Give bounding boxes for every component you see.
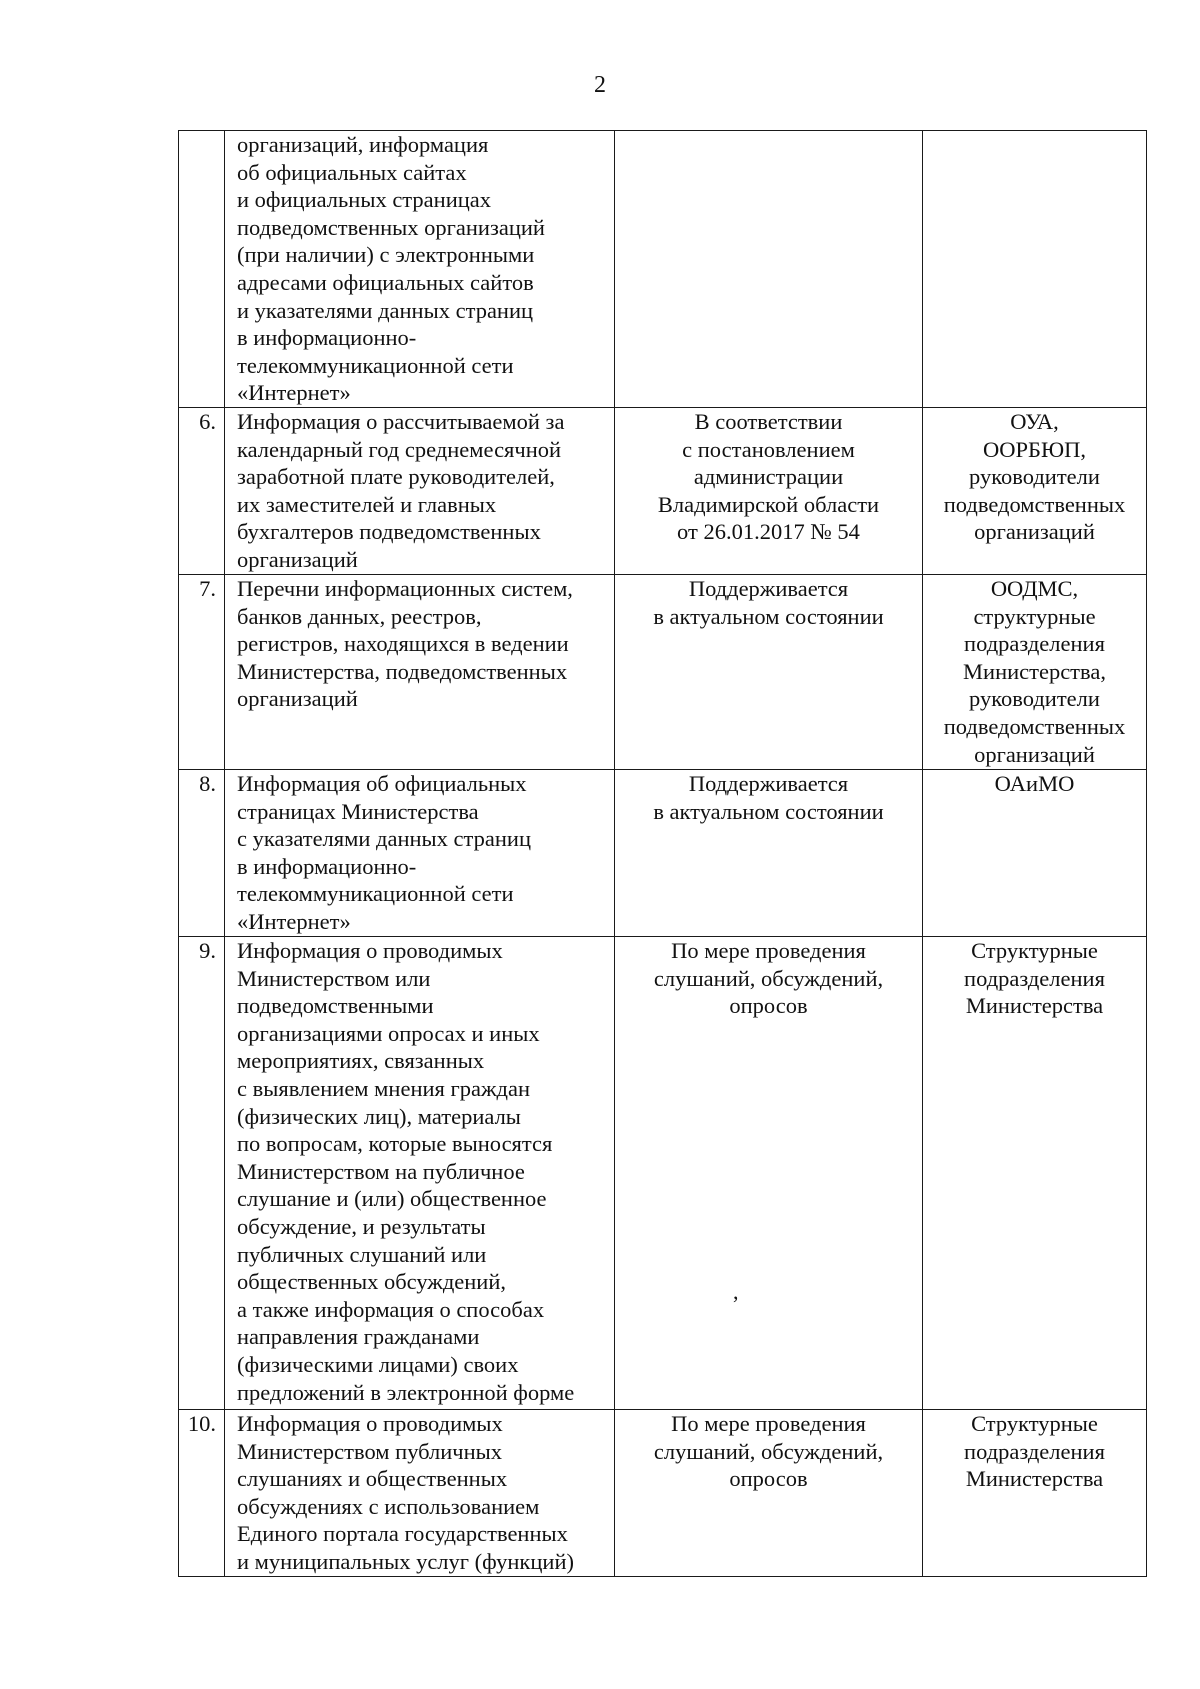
term-cell-line: По мере проведения <box>671 1411 866 1436</box>
info-cell-line: и официальных страницах <box>237 187 492 213</box>
info-cell-line: по вопросам, которые выносятся <box>237 1131 553 1157</box>
responsible-cell-line: ООРБЮП, <box>983 436 1086 462</box>
row-number: 7. <box>179 575 225 770</box>
info-cell <box>225 1410 615 1577</box>
info-cell-line: слушаниях и общественных <box>237 1466 508 1492</box>
term-cell <box>615 408 923 575</box>
info-cell <box>225 770 615 937</box>
responsible-cell <box>923 1410 1147 1577</box>
info-cell <box>225 937 615 1410</box>
info-cell-line: а также информация о способах <box>237 1296 545 1322</box>
responsible-cell-line: Министерства <box>965 993 1104 1019</box>
info-cell-line: страницах Министерства <box>237 798 479 824</box>
term-cell-line: в актуальном состоянии <box>653 603 884 629</box>
info-cell-line: «Интернет» <box>237 380 351 406</box>
row-number: 8. <box>179 770 225 937</box>
info-cell-line: организаций <box>237 686 358 712</box>
table-row <box>179 408 1147 575</box>
stray-mark: , <box>733 1279 739 1304</box>
responsible-cell-line: руководители <box>969 686 1100 712</box>
info-cell-line: Информация о проводимых <box>237 938 503 963</box>
info-cell-line: об официальных сайтах <box>237 159 467 185</box>
term-cell-line: с постановлением <box>682 436 855 462</box>
row-number: 9. <box>179 937 225 1410</box>
page-number: 2 <box>594 72 606 98</box>
info-cell-line: общественных обсуждений, <box>237 1269 507 1295</box>
term-cell <box>615 575 923 770</box>
responsible-cell-line: Министерства, <box>963 658 1106 684</box>
term-cell-line: слушаний, обсуждений, <box>653 1438 884 1464</box>
table-row <box>179 1410 1147 1577</box>
table-row <box>179 575 1147 770</box>
responsible-cell-line: организаций <box>974 519 1095 545</box>
info-cell-line: банков данных, реестров, <box>237 603 482 629</box>
info-cell-line: слушание и (или) общественное <box>237 1186 547 1212</box>
document-table <box>178 130 1147 1577</box>
term-cell-line: Поддерживается <box>688 771 849 796</box>
info-cell-line: их заместителей и главных <box>237 491 497 517</box>
term-cell-line: Поддерживается <box>688 576 849 601</box>
info-cell-line: обсуждение, и результаты <box>237 1213 486 1239</box>
info-cell-line: Министерством публичных <box>237 1438 503 1464</box>
info-cell-line: с выявлением мнения граждан <box>237 1075 530 1101</box>
term-cell-line: В соответствии <box>694 409 843 434</box>
responsible-cell-line: ОУА, <box>1010 409 1059 434</box>
term-cell <box>615 131 923 408</box>
responsible-cell-line: Министерства <box>965 1466 1104 1492</box>
responsible-cell <box>923 770 1147 937</box>
responsible-cell-line: подведомственных <box>943 491 1126 517</box>
info-cell-line: Министерством или <box>237 965 431 991</box>
row-number: 10. <box>179 1410 225 1577</box>
term-cell-line: слушаний, обсуждений, <box>653 965 884 991</box>
info-cell-line: направления гражданами <box>237 1324 480 1350</box>
info-cell-line: «Интернет» <box>237 908 351 934</box>
info-cell-line: мероприятиях, связанных <box>237 1048 485 1074</box>
info-cell-line: публичных слушаний или <box>237 1241 487 1267</box>
info-cell-line: регистров, находящихся в ведении <box>237 631 569 657</box>
term-cell-line: Владимирской области <box>657 491 880 517</box>
responsible-cell <box>923 575 1147 770</box>
info-cell-line: календарный год среднемесячной <box>237 436 562 462</box>
info-cell-line: подведомственными <box>237 993 434 1019</box>
responsible-cell <box>923 131 1147 408</box>
term-cell <box>615 770 923 937</box>
info-cell-line: (физических лиц), материалы <box>237 1103 521 1129</box>
term-cell-line: По мере проведения <box>671 938 866 963</box>
info-cell-line: заработной плате руководителей, <box>237 464 555 490</box>
responsible-cell-line: ООДМС, <box>990 576 1079 601</box>
info-cell-line: в информационно- <box>237 325 417 351</box>
info-cell-line: подведомственных организаций <box>237 214 545 240</box>
info-cell <box>225 408 615 575</box>
responsible-cell-line: организаций <box>974 741 1095 767</box>
responsible-cell-line: структурные <box>973 603 1096 629</box>
info-cell-line: (физическими лицами) своих <box>237 1351 519 1377</box>
info-cell-line: предложений в электронной форме <box>237 1379 575 1405</box>
table-row <box>179 770 1147 937</box>
info-cell <box>225 131 615 408</box>
term-cell <box>615 937 923 1410</box>
term-cell-line: опросов <box>729 1466 808 1492</box>
info-cell-line: бухгалтеров подведомственных <box>237 519 541 545</box>
info-cell-line: Министерством на публичное <box>237 1158 525 1184</box>
responsible-cell-line: ОАиМО <box>994 771 1075 796</box>
term-cell-line: администрации <box>693 464 844 490</box>
info-cell-line: телекоммуникационной сети <box>237 881 514 907</box>
info-cell-line: Информация о проводимых <box>237 1411 503 1436</box>
responsible-cell-line: подразделения <box>964 965 1105 991</box>
info-cell-line: адресами официальных сайтов <box>237 269 534 295</box>
info-cell <box>225 575 615 770</box>
info-cell-line: организациями опросах и иных <box>237 1020 540 1046</box>
term-cell <box>615 1410 923 1577</box>
responsible-cell-line: подразделения <box>964 1438 1105 1464</box>
term-cell-line: опросов <box>729 993 808 1019</box>
responsible-cell-line: подведомственных <box>943 713 1126 739</box>
table-row <box>179 131 1147 408</box>
info-cell-line: Перечни информационных систем, <box>237 576 573 601</box>
row-number <box>179 131 225 408</box>
responsible-cell-line: подразделения <box>964 631 1105 657</box>
responsible-cell <box>923 408 1147 575</box>
info-cell-line: (при наличии) с электронными <box>237 242 535 268</box>
responsible-cell-line: Структурные <box>971 1411 1098 1436</box>
info-cell-line: Министерства, подведомственных <box>237 658 568 684</box>
table-row <box>179 937 1147 1410</box>
info-cell-line: и указателями данных страниц <box>237 297 534 323</box>
info-cell-line: организаций <box>237 546 358 572</box>
responsible-cell-line: Структурные <box>971 938 1098 963</box>
info-cell-line: Единого портала государственных <box>237 1521 568 1547</box>
info-cell-line: Информация о рассчитываемой за <box>237 409 565 434</box>
info-cell-line: Информация об официальных <box>237 771 527 796</box>
row-number: 6. <box>179 408 225 575</box>
responsible-cell <box>923 937 1147 1410</box>
info-cell-line: с указателями данных страниц <box>237 826 531 852</box>
info-cell-line: организаций, информация <box>237 132 489 157</box>
term-cell-line: от 26.01.2017 № 54 <box>677 519 860 545</box>
term-cell-line: в актуальном состоянии <box>653 798 884 824</box>
responsible-cell-line: руководители <box>969 464 1100 490</box>
info-cell-line: в информационно- <box>237 853 417 879</box>
info-cell-line: и муниципальных услуг (функций) <box>237 1548 574 1574</box>
info-cell-line: обсуждениях с использованием <box>237 1493 540 1519</box>
info-cell-line: телекоммуникационной сети <box>237 352 514 378</box>
